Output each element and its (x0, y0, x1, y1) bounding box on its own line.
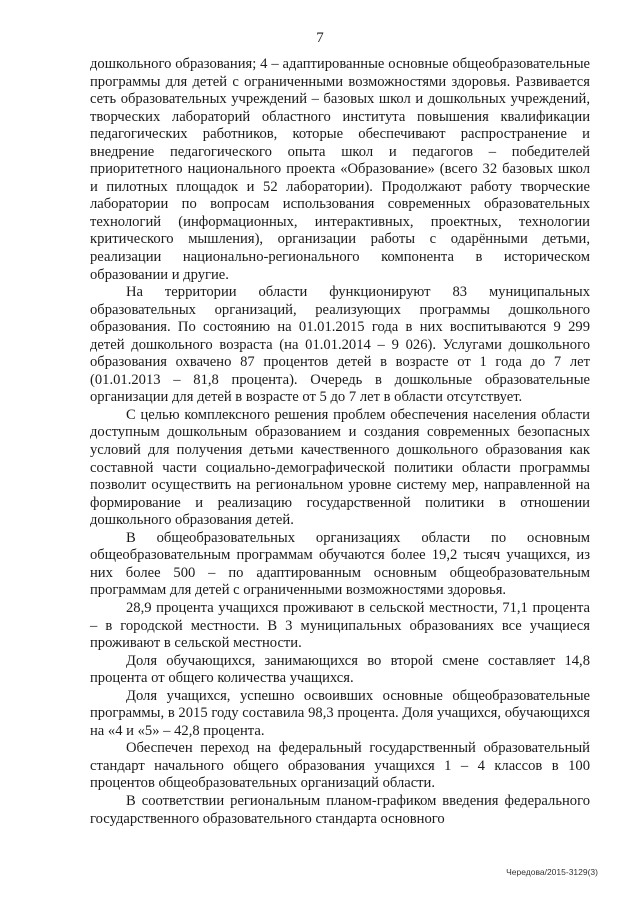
document-code: Чередова/2015-3129(3) (506, 867, 598, 877)
paragraph-preschool-organizations: На территории области функционируют 83 муниципальных образовательных организаций, реализующих программы дошкольного образования. По состоянию на 01.01.2015 года в них воспитываются 9 299 детей дошкольного возраста (на 01.01.2014 – 9 026). Услугами дошкольного образования охвачено 87 процентов детей в возрасте от 1 года до 7 лет (01.01.2013 – 81,8 процента). Очередь в дошкольные образовательные организации для детей в возрасте от 5 до 7 лет в области отсутствует. (90, 284, 590, 406)
paragraph-preschool-policy: С целью комплексного решения проблем обеспечения населения области доступным дошкольным образованием и создания современных безопасных условий для получения детьми качественного дошкольного образования как составной части социально-демографической политики области программы позволит осуществить на региональном уровне систему мер, направленной на формирование и реализацию государственной политики в отношении дошкольного образования детей. (90, 406, 590, 529)
page-number: 7 (316, 30, 324, 46)
paragraph-success-rate: Доля учащихся, успешно освоивших основные общеобразовательные программы, в 2015 году составила 98,3 процента. Доля учащихся, обучающихся на «4 и «5» – 42,8 процента. (90, 687, 590, 739)
paragraph-continuation: дошкольного образования; 4 – адаптированные основные общеобразовательные программы для детей с ограниченными возможностями здоровья. Развивается сеть образовательных учреждений – базовых школ и дошкольных учреждений, творческих лабораторий областного института повышения квалификации педагогических работников, которые обеспечивают распространение и внедрение педагогического опыта школ и педагогов – победителей приоритетного национального проекта «Образование» (всего 32 базовых школ и пилотных площадок и 52 лаборатории). Продолжают работу творческие лаборатории по вопросам использования современных образовательных технологий (информационных, интерактивных, проектных, технологии критического мышления), организации работы с одарёнными детьми, реализации национально-регионального компонента в историческом образовании и другие. (90, 56, 590, 283)
paragraph-rural-urban: 28,9 процента учащихся проживают в сельской местности, 71,1 процента – в городской местности. В 3 муниципальных образованиях все учащиеся проживают в сельской местности. (90, 599, 590, 652)
document-body (90, 56, 590, 828)
paragraph-regional-plan: В соответствии региональным планом-графиком введения федерального государственного образовательного стандарта основного (90, 792, 590, 827)
paragraph-fgos-transition: Обеспечен переход на федеральный государственный образовательный стандарт начального общего образования учащихся 1 – 4 классов в 100 процентов общеобразовательных организаций области. (90, 740, 590, 792)
paragraph-second-shift: Доля обучающихся, занимающихся во второй смене составляет 14,8 процента от общего количества учащихся. (90, 652, 590, 687)
paragraph-general-education: В общеобразовательных организациях области по основным общеобразовательным программам обучаются более 19,2 тысяч учащихся, из них более 500 – по адаптированным основным общеобразовательным программам для детей с ограниченными возможностями здоровья. (90, 529, 590, 599)
